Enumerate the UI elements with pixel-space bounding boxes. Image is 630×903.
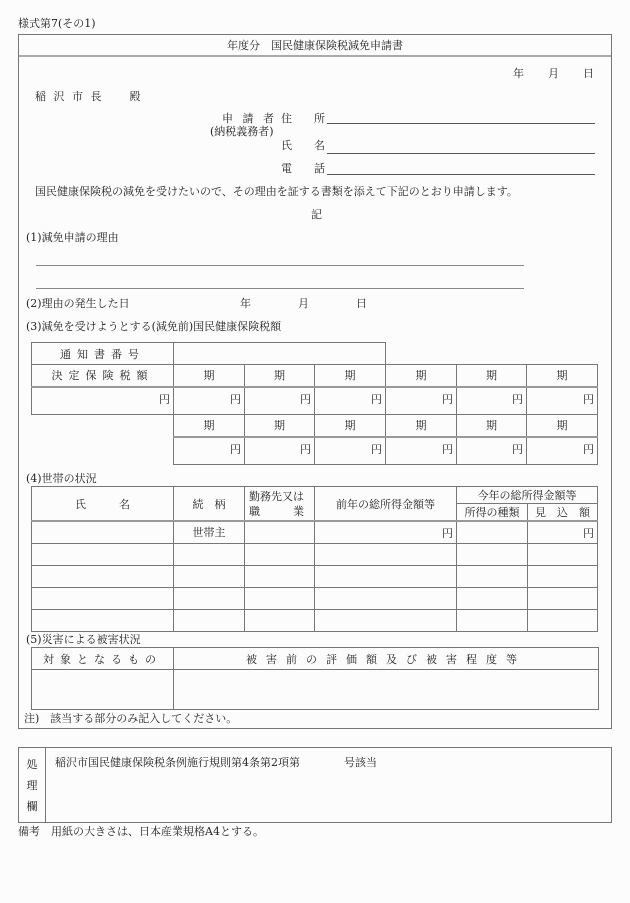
estimate-cell[interactable] [528, 565, 598, 587]
date-day: 日 [583, 67, 594, 80]
ki-label: 記 [311, 208, 322, 221]
section1-heading: (1)減免申請の理由 [26, 231, 119, 244]
household-table [31, 486, 598, 632]
period-label: 期 [457, 415, 527, 437]
col-name: 氏 名 [32, 487, 174, 522]
workplace-cell[interactable] [245, 609, 315, 631]
prev-income-cell[interactable] [315, 609, 457, 631]
notice-number-label: 通知書番号 [32, 343, 174, 365]
damage-field[interactable] [174, 670, 599, 710]
table-row [32, 609, 598, 631]
col-workplace-line2: 職 業 [249, 504, 304, 518]
col-damage: 被害前の評価額及び被害程度等 [174, 648, 599, 670]
estimate-cell[interactable]: 円 [528, 521, 598, 543]
target-field[interactable] [32, 670, 174, 710]
relation-cell[interactable] [174, 565, 245, 587]
period-amount-field[interactable]: 円 [245, 387, 315, 415]
period-label: 期 [174, 365, 245, 387]
relation-cell[interactable] [174, 543, 245, 565]
processing-label-char: 理 [26, 778, 38, 792]
period-amount-field[interactable]: 円 [245, 437, 315, 465]
applicant-sub-label: (納税義務者) [210, 125, 274, 138]
income-type-cell[interactable] [457, 543, 528, 565]
form-title: 年度分 国民健康保険税減免申請書 [19, 35, 611, 57]
period-label: 期 [386, 365, 457, 387]
phone-label: 電 話 [281, 162, 325, 175]
period-amount-field[interactable]: 円 [315, 387, 386, 415]
income-type-cell[interactable] [457, 587, 528, 609]
name-label: 氏 名 [281, 139, 325, 152]
workplace-cell[interactable] [245, 543, 315, 565]
tax-amount-table [31, 342, 598, 465]
period-amount-field[interactable]: 円 [457, 387, 527, 415]
section5-heading: (5)災害による被害状況 [26, 633, 141, 646]
note: 注) 該当する部分のみ記入してください。 [24, 712, 238, 725]
remarks: 備考 用紙の大きさは、日本産業規格A4とする。 [18, 825, 264, 838]
col-workplace [245, 487, 315, 522]
workplace-cell[interactable] [245, 587, 315, 609]
col-relation: 続 柄 [174, 487, 245, 522]
period-amount-field[interactable]: 円 [527, 437, 598, 465]
occurrence-month: 月 [298, 297, 309, 310]
col-target: 対象となるもの [32, 648, 174, 670]
income-type-cell[interactable] [457, 609, 528, 631]
form-id: 様式第7(その1) [18, 17, 96, 30]
section2-heading: (2)理由の発生した日 [26, 297, 130, 310]
col-prev-income: 前年の総所得金額等 [315, 487, 457, 522]
income-type-cell[interactable] [457, 521, 528, 543]
name-cell[interactable] [32, 587, 174, 609]
applicant-label: 申 請 者 [222, 112, 277, 125]
col-workplace-line1: 勤務先又は [249, 489, 304, 503]
estimate-cell[interactable] [528, 543, 598, 565]
relation-cell[interactable] [174, 609, 245, 631]
period-label: 期 [457, 365, 527, 387]
estimate-cell[interactable] [528, 609, 598, 631]
col-this-year-income: 今年の総所得金額等 [457, 487, 598, 504]
name-cell[interactable] [32, 609, 174, 631]
statement: 国民健康保険税の減免を受けたいので、その理由を証する書類を添えて下記のとおり申請します。 [35, 185, 518, 198]
processing-text: 稲沢市国民健康保険税条例施行規則第4条第2項第 号該当 [55, 756, 377, 769]
decided-tax-label: 決定保険税額 [32, 365, 174, 387]
prev-income-cell[interactable] [315, 565, 457, 587]
period-label: 期 [315, 365, 386, 387]
phone-field[interactable] [327, 174, 595, 175]
relation-cell[interactable] [174, 587, 245, 609]
period-amount-field[interactable]: 円 [386, 437, 457, 465]
prev-income-cell[interactable] [315, 543, 457, 565]
period-label: 期 [527, 365, 598, 387]
date-month: 月 [548, 67, 559, 80]
addressee: 稲 沢 市 長 殿 [35, 90, 143, 103]
period-label: 期 [245, 365, 315, 387]
period-amount-field[interactable]: 円 [527, 387, 598, 415]
name-field[interactable] [327, 153, 595, 154]
section4-heading: (4)世帯の状況 [26, 472, 97, 485]
period-amount-field[interactable]: 円 [174, 437, 245, 465]
workplace-cell[interactable] [245, 565, 315, 587]
disaster-table [31, 647, 599, 710]
relation-cell[interactable]: 世帯主 [174, 521, 245, 543]
col-estimate: 見 込 額 [528, 504, 598, 522]
section3-heading: (3)減免を受けようとする(減免前)国民健康保険税額 [26, 320, 282, 333]
occurrence-year: 年 [240, 297, 251, 310]
col-income-type: 所得の種類 [457, 504, 528, 522]
processing-label-char: 処 [26, 758, 38, 772]
name-cell[interactable] [32, 543, 174, 565]
table-row [32, 587, 598, 609]
reason-line-1[interactable] [36, 265, 524, 266]
period-label: 期 [174, 415, 245, 437]
period-amount-field[interactable]: 円 [386, 387, 457, 415]
period-label: 期 [315, 415, 386, 437]
prev-income-cell[interactable] [315, 587, 457, 609]
period-label: 期 [527, 415, 598, 437]
reason-line-2[interactable] [36, 288, 524, 289]
income-type-cell[interactable] [457, 565, 528, 587]
processing-label [19, 748, 46, 822]
processing-label-char: 欄 [26, 799, 38, 813]
table-row [32, 521, 598, 543]
period-amount-field[interactable]: 円 [315, 437, 386, 465]
occurrence-day: 日 [356, 297, 367, 310]
date-year: 年 [513, 67, 524, 80]
table-row [32, 543, 598, 565]
decided-tax-field[interactable]: 円 [32, 387, 174, 415]
prev-income-cell[interactable]: 円 [315, 521, 457, 543]
estimate-cell[interactable] [528, 587, 598, 609]
workplace-cell[interactable] [245, 521, 315, 543]
name-cell[interactable] [32, 565, 174, 587]
notice-number-field[interactable] [174, 343, 386, 365]
period-label: 期 [386, 415, 457, 437]
period-amount-field[interactable]: 円 [174, 387, 245, 415]
table-row [32, 565, 598, 587]
period-amount-field[interactable]: 円 [457, 437, 527, 465]
period-label: 期 [245, 415, 315, 437]
processing-box [18, 747, 612, 823]
address-field[interactable] [327, 123, 595, 124]
name-cell[interactable] [32, 521, 174, 543]
address-label: 住 所 [281, 112, 325, 125]
